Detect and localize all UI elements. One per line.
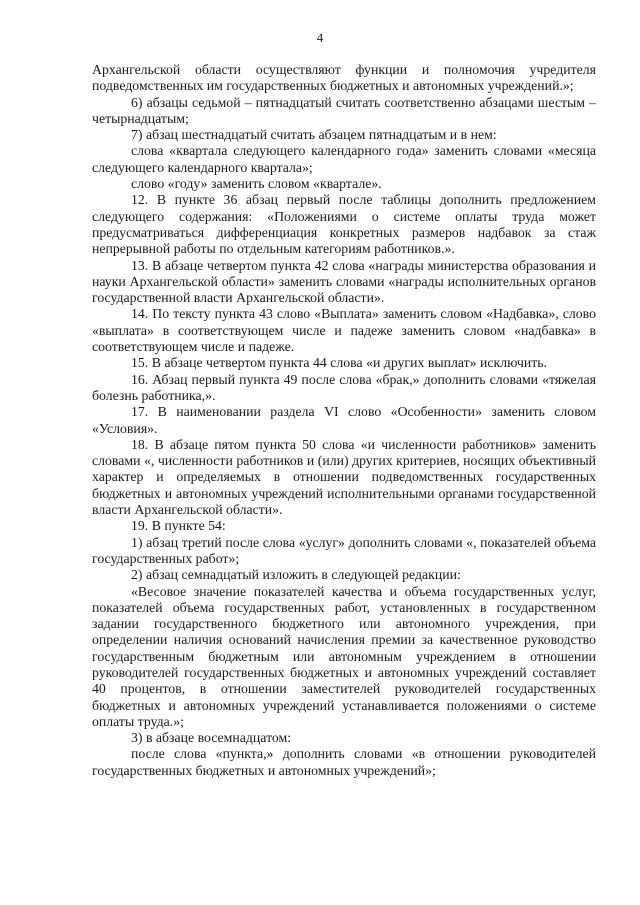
paragraph-point-15: 15. В абзаце четвертом пункта 44 слова «и других выплат» исключить. xyxy=(131,355,547,371)
paragraph-item-7-words-quarter: слова «квартала следующего календарного года» заменить словами «месяца следующего календарного квартала»; xyxy=(92,143,596,175)
paragraph-point-19-sub-2: 2) абзац семнадцатый изложить в следующей редакции: xyxy=(131,567,461,583)
paragraph-point-16: 16. Абзац первый пункта 49 после слова «брак,» дополнить словами «тяжелая болезнь работника,». xyxy=(92,371,596,403)
paragraph-point-18: 18. В абзаце пятом пункта 50 слова «и численности работников» заменить словами «, численности работников и (или) других критериев, носящих объективный характер и определяемых в отношении подведомственных государственных бюджетных и автономных учреждений исполнительными органами государственной власти Архангельской области». xyxy=(92,436,596,518)
paragraph-intro-continuation: Архангельской области осуществляют функции и полномочия учредителя подведомственных им государственных бюджетных и автономных учреждений.»; xyxy=(92,62,596,94)
paragraph-point-19-sub-3-detail: после слова «пункта,» дополнить словами «в отношении руководителей государственных бюджетных и автономных учреждений»; xyxy=(92,746,596,778)
paragraph-point-19: 19. В пункте 54: xyxy=(131,518,226,534)
document-body xyxy=(92,62,596,779)
paragraph-point-12: 12. В пункте 36 абзац первый после таблицы дополнить предложением следующего содержания: «Положениями о системе оплаты труда может предусматриваться дифференциация конкретных размеров надбавок за стаж непрерывной работы по отдельным категориям работников.». xyxy=(92,192,596,257)
paragraph-point-19-quote: «Весовое значение показателей качества и объема государственных услуг, показателей объема государственных работ, установленных в государственном задании государственного бюджетного или автономного учреждения, при определении наличия оснований начисления премии за качественное руководство государственным бюджетным или автономным учреждением в отношении руководителей государственных бюджетных и автономных учреждений составляет 40 процентов, в отношении заместителей руководителей государственных бюджетных и автономных учреждений устанавливается положениями о системе оплаты труда.»; xyxy=(92,583,596,729)
paragraph-point-17: 17. В наименовании раздела VI слово «Особенности» заменить словом «Условия». xyxy=(92,404,596,436)
paragraph-point-19-sub-1: 1) абзац третий после слова «услуг» дополнить словами «, показателей объема государственных работ»; xyxy=(92,534,596,566)
paragraph-point-19-sub-3: 3) в абзаце восемнадцатом: xyxy=(131,730,292,746)
paragraph-point-13: 13. В абзаце четвертом пункта 42 слова «награды министерства образования и науки Архангельской области» заменить словами «награды исполнительных органов государственной власти Архангельской области». xyxy=(92,257,596,306)
paragraph-item-7: 7) абзац шестнадцатый считать абзацем пятнадцатым и в нем: xyxy=(131,127,497,143)
page-number: 4 xyxy=(316,30,324,45)
paragraph-item-6: 6) абзацы седьмой – пятнадцатый считать соответственно абзацами шестым – четырнадцатым; xyxy=(92,94,596,126)
paragraph-point-14: 14. По тексту пункта 43 слово «Выплата» заменить словом «Надбавка», слово «выплата» в соответствующем числе и падеже заменить словом «надбавка» в соответствующем числе и падеже. xyxy=(92,306,596,355)
paragraph-item-7-word-year: слово «году» заменить словом «квартале». xyxy=(131,176,382,192)
